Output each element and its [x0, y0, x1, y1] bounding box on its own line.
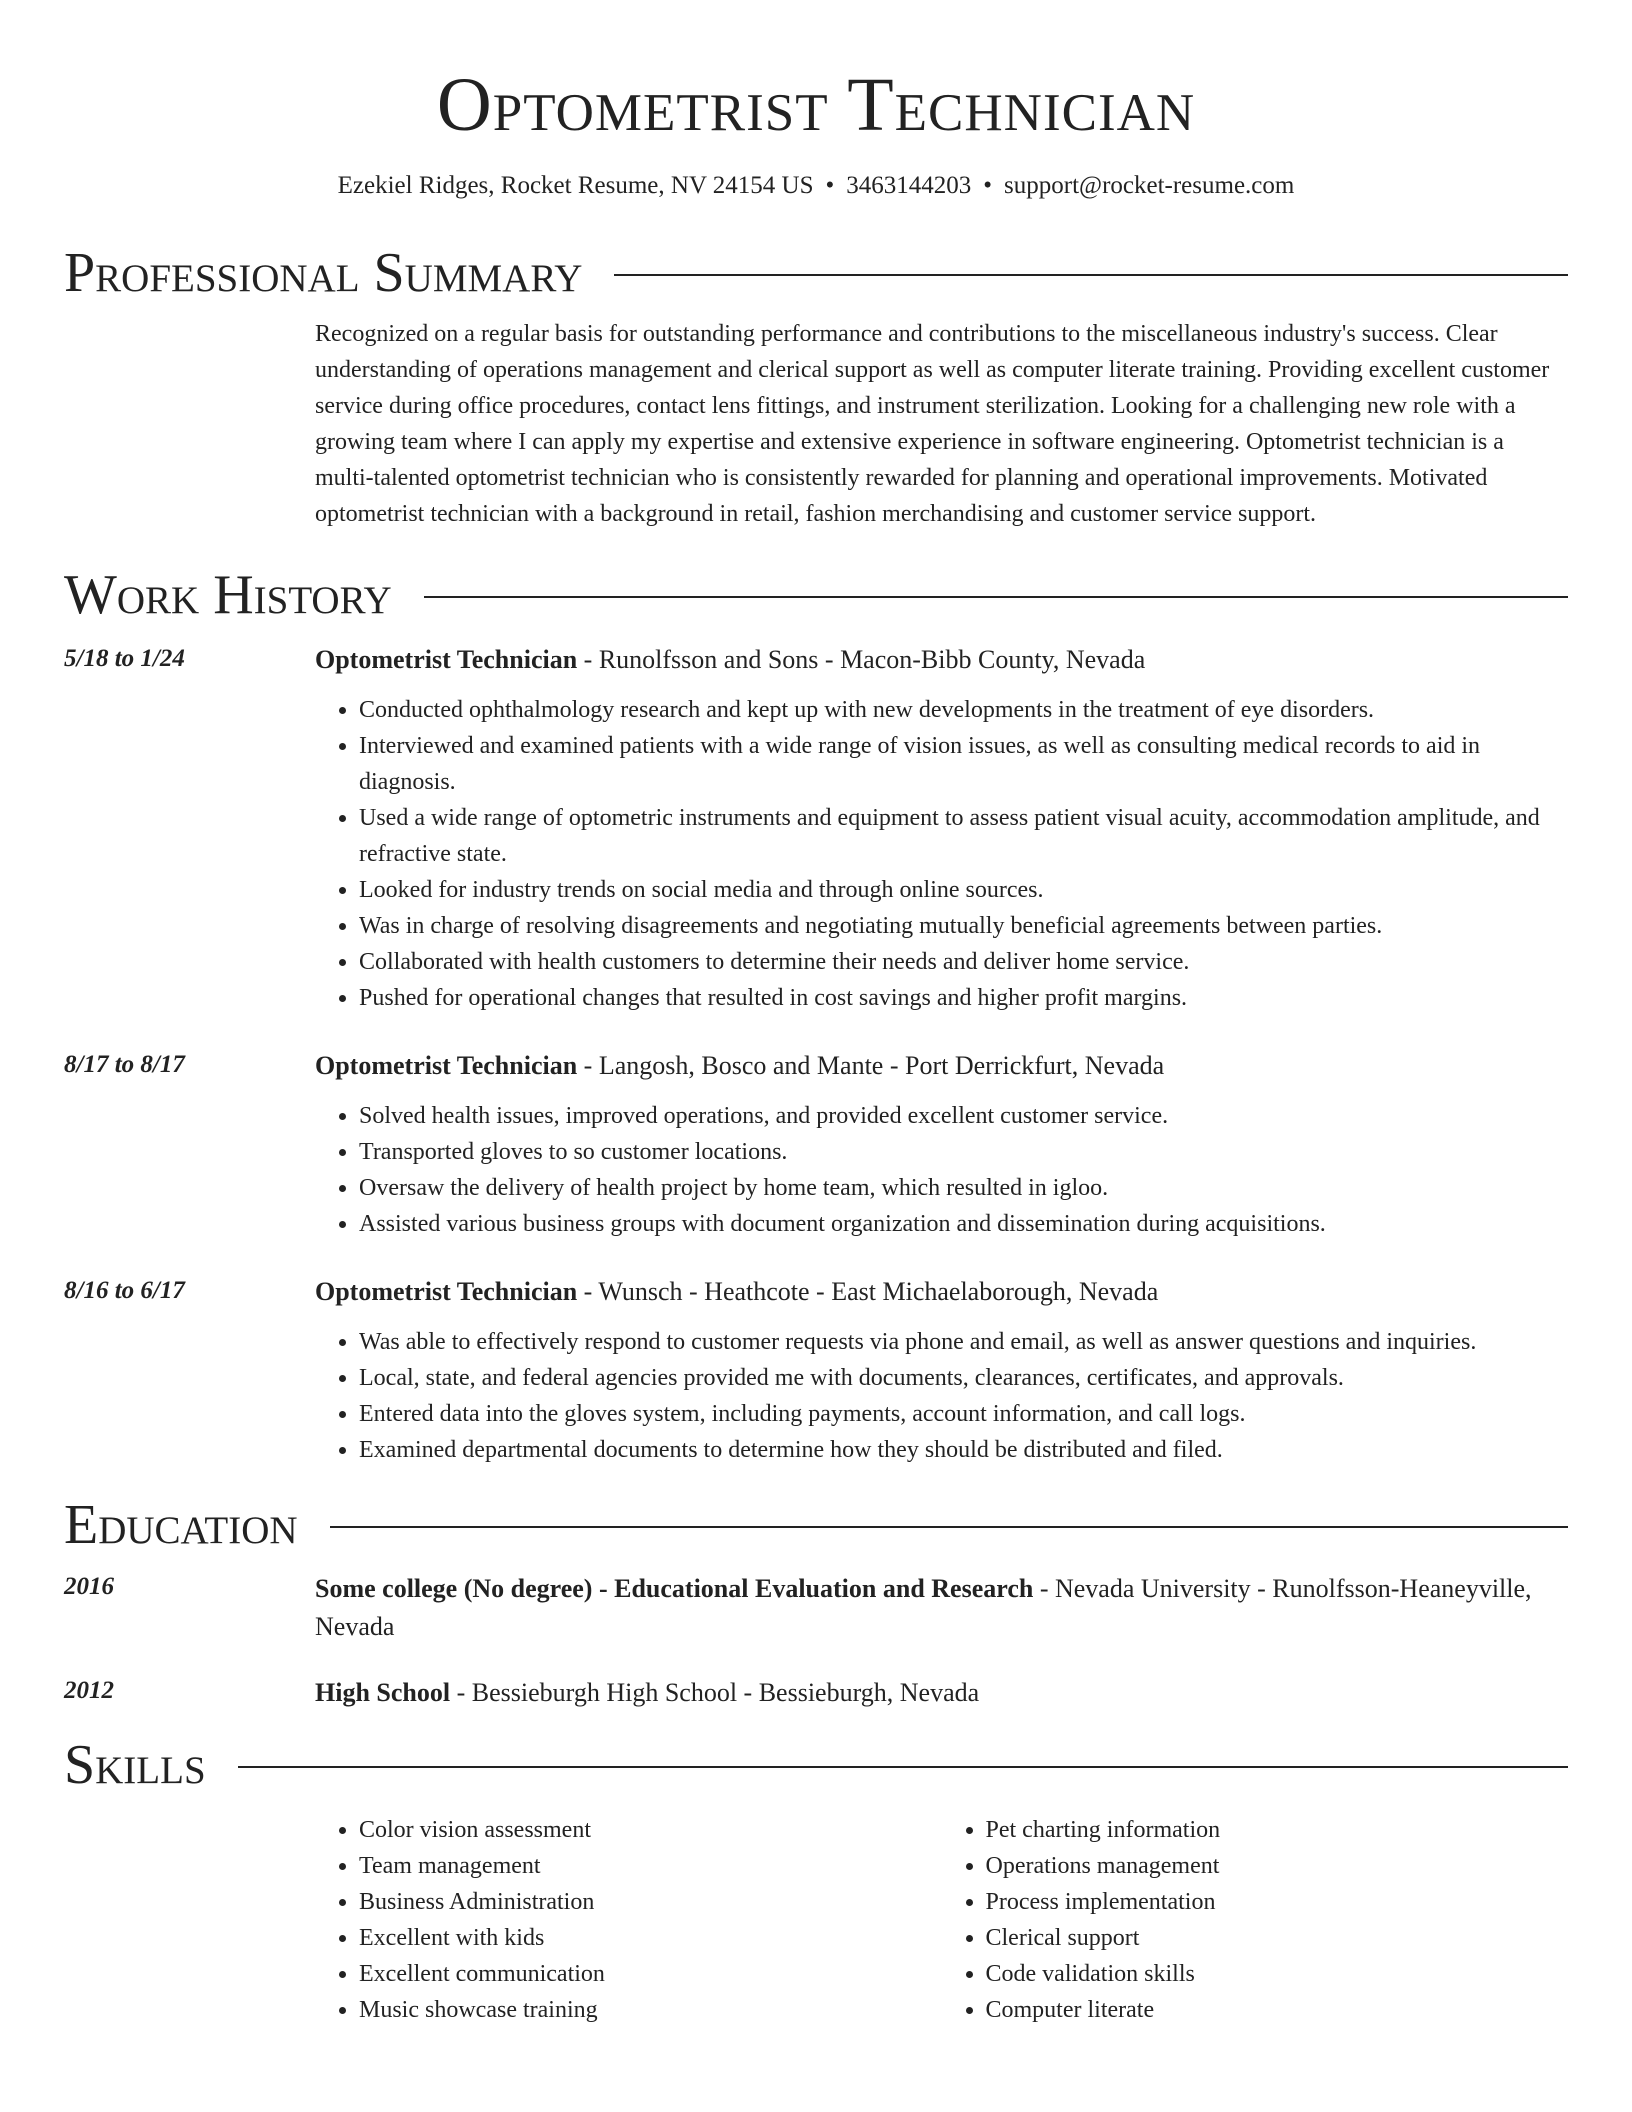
- job-bullet: • Was able to effectively respond to customer requests via phone and email, as well as answer questions and inquiries.: [359, 1324, 1568, 1360]
- job-bullet: • Was in charge of resolving disagreements and negotiating mutually beneficial agreements between parties.: [359, 908, 1568, 944]
- contact-line: [64, 170, 1568, 202]
- job-dates: 5/18 to 1/24: [64, 645, 185, 672]
- skill-item: • Excellent with kids: [359, 1920, 942, 1956]
- skill-item: • Business Administration: [359, 1884, 942, 1920]
- education-year: 2016: [64, 1573, 114, 1600]
- work-section-header: [64, 562, 1568, 628]
- skills-column-right: [942, 1812, 1569, 2028]
- job-bullet: • Conducted ophthalmology research and kept up with new developments in the treatment of eye disorders.: [359, 692, 1568, 728]
- job-details: - Runolfsson and Sons - Macon-Bibb County, Nevada: [577, 645, 1146, 674]
- job-bullet: • Transported gloves to so customer locations.: [359, 1134, 1568, 1170]
- education-degree: High School: [315, 1678, 451, 1707]
- summary-section-header: [64, 240, 1568, 306]
- job-bullet: • Collaborated with health customers to determine their needs and deliver home service.: [359, 944, 1568, 980]
- job-body: [315, 1048, 1568, 1242]
- resume-name: Optometrist Technician: [436, 63, 1196, 147]
- job-bullet: • Local, state, and federal agencies provided me with documents, clearances, certificates, and approvals.: [359, 1360, 1568, 1396]
- work-section-title: Work History: [64, 564, 392, 626]
- contact-separator: •: [825, 172, 835, 199]
- job-bullet: • Solved health issues, improved operations, and provided excellent customer service.: [359, 1098, 1568, 1134]
- skill-item: • Excellent communication: [359, 1956, 942, 1992]
- contact-separator: •: [983, 172, 993, 199]
- job-bullet: • Interviewed and examined patients with a wide range of vision issues, as well as consulting medical records to aid in diagnosis.: [359, 728, 1568, 800]
- skills-columns: [315, 1812, 1568, 2028]
- section-divider: [614, 274, 1568, 276]
- job-heading: [315, 1048, 1568, 1084]
- skill-item: • Operations management: [986, 1848, 1569, 1884]
- education-section-title: Education: [64, 1494, 298, 1556]
- summary-row: [64, 316, 1568, 532]
- contact-phone: 3463144203: [846, 172, 972, 199]
- skill-item: • Team management: [359, 1848, 942, 1884]
- skill-item: • Pet charting information: [986, 1812, 1569, 1848]
- education-body: [315, 1570, 1568, 1646]
- education-entry: [64, 1674, 1568, 1712]
- job-bullet: • Entered data into the gloves system, including payments, account information, and call logs.: [359, 1396, 1568, 1432]
- job-bullet: • Pushed for operational changes that resulted in cost savings and higher profit margins.: [359, 980, 1568, 1016]
- skill-item: • Process implementation: [986, 1884, 1569, 1920]
- job-bullet: • Examined departmental documents to determine how they should be distributed and filed.: [359, 1432, 1568, 1468]
- education-section-header: [64, 1492, 1568, 1558]
- job-bullets: [315, 1324, 1568, 1468]
- skills-row: [64, 1798, 1568, 2028]
- resume-page: [64, 0, 1568, 2028]
- job-body: [315, 642, 1568, 1016]
- education-year: 2012: [64, 1677, 114, 1704]
- summary-section-title: Professional Summary: [64, 242, 583, 304]
- job-role: Optometrist Technician: [315, 1277, 578, 1306]
- section-divider: [330, 1526, 1568, 1528]
- job-heading: [315, 1274, 1568, 1310]
- job-details: - Wunsch - Heathcote - East Michaelaborough, Nevada: [577, 1277, 1159, 1306]
- job-bullets: [315, 1098, 1568, 1242]
- job-details: - Langosh, Bosco and Mante - Port Derrickfurt, Nevada: [577, 1051, 1165, 1080]
- job-dates: 8/16 to 6/17: [64, 1277, 185, 1304]
- job-dates: 8/17 to 8/17: [64, 1051, 185, 1078]
- skills-section-header: [64, 1732, 1568, 1798]
- job-heading: [315, 642, 1568, 678]
- education-details: - Bessieburgh High School - Bessieburgh, Nevada: [450, 1678, 980, 1707]
- job-entry: [64, 642, 1568, 1016]
- skills-column-left: [315, 1812, 942, 2028]
- section-divider: [238, 1766, 1568, 1768]
- job-body: [315, 1274, 1568, 1468]
- education-body: [315, 1674, 1568, 1712]
- skill-item: • Color vision assessment: [359, 1812, 942, 1848]
- job-role: Optometrist Technician: [315, 1051, 578, 1080]
- skills-left-spacer: [64, 1798, 315, 2028]
- summary-left-spacer: [64, 316, 315, 532]
- skill-item: • Code validation skills: [986, 1956, 1569, 1992]
- skill-item: • Clerical support: [986, 1920, 1569, 1956]
- job-bullet: • Assisted various business groups with document organization and dissemination during acquisitions.: [359, 1206, 1568, 1242]
- education-entry: [64, 1570, 1568, 1646]
- education-degree: Some college (No degree) - Educational Evaluation and Research: [315, 1574, 1034, 1603]
- job-entry: [64, 1048, 1568, 1242]
- job-bullet: • Looked for industry trends on social media and through online sources.: [359, 872, 1568, 908]
- skill-item: • Music showcase training: [359, 1992, 942, 2028]
- job-bullet: • Oversaw the delivery of health project by home team, which resulted in igloo.: [359, 1170, 1568, 1206]
- section-divider: [424, 596, 1568, 598]
- job-bullet: • Used a wide range of optometric instruments and equipment to assess patient visual acuity, accommodation amplitude, and refractive state.: [359, 800, 1568, 872]
- job-role: Optometrist Technician: [315, 645, 578, 674]
- skills-section-title: Skills: [64, 1734, 206, 1796]
- skill-item: • Computer literate: [986, 1992, 1569, 2028]
- contact-address: Ezekiel Ridges, Rocket Resume, NV 24154 US: [337, 172, 814, 199]
- summary-text: Recognized on a regular basis for outstanding performance and contributions to the miscellaneous industry's success. Clear understanding of operations management and clerical support as well as computer literate training. Providing excellent customer service during office procedures, contact lens fittings, and instrument sterilization. Looking for a challenging new role with a growing team where I can apply my expertise and extensive experience in software engineering. Optometrist technician is a multi-talented optometrist technician who is consistently rewarded for planning and operational improvements. Motivated optometrist technician with a background in retail, fashion merchandising and customer service support.: [315, 321, 1550, 527]
- contact-email: support@rocket-resume.com: [1004, 172, 1295, 199]
- job-bullets: [315, 692, 1568, 1016]
- skills-list: [315, 1812, 942, 2028]
- job-entry: [64, 1274, 1568, 1468]
- education-details: - Nevada University - Runolfsson-Heaneyville, Nevada: [315, 1574, 1532, 1641]
- skills-list: [942, 1812, 1569, 2028]
